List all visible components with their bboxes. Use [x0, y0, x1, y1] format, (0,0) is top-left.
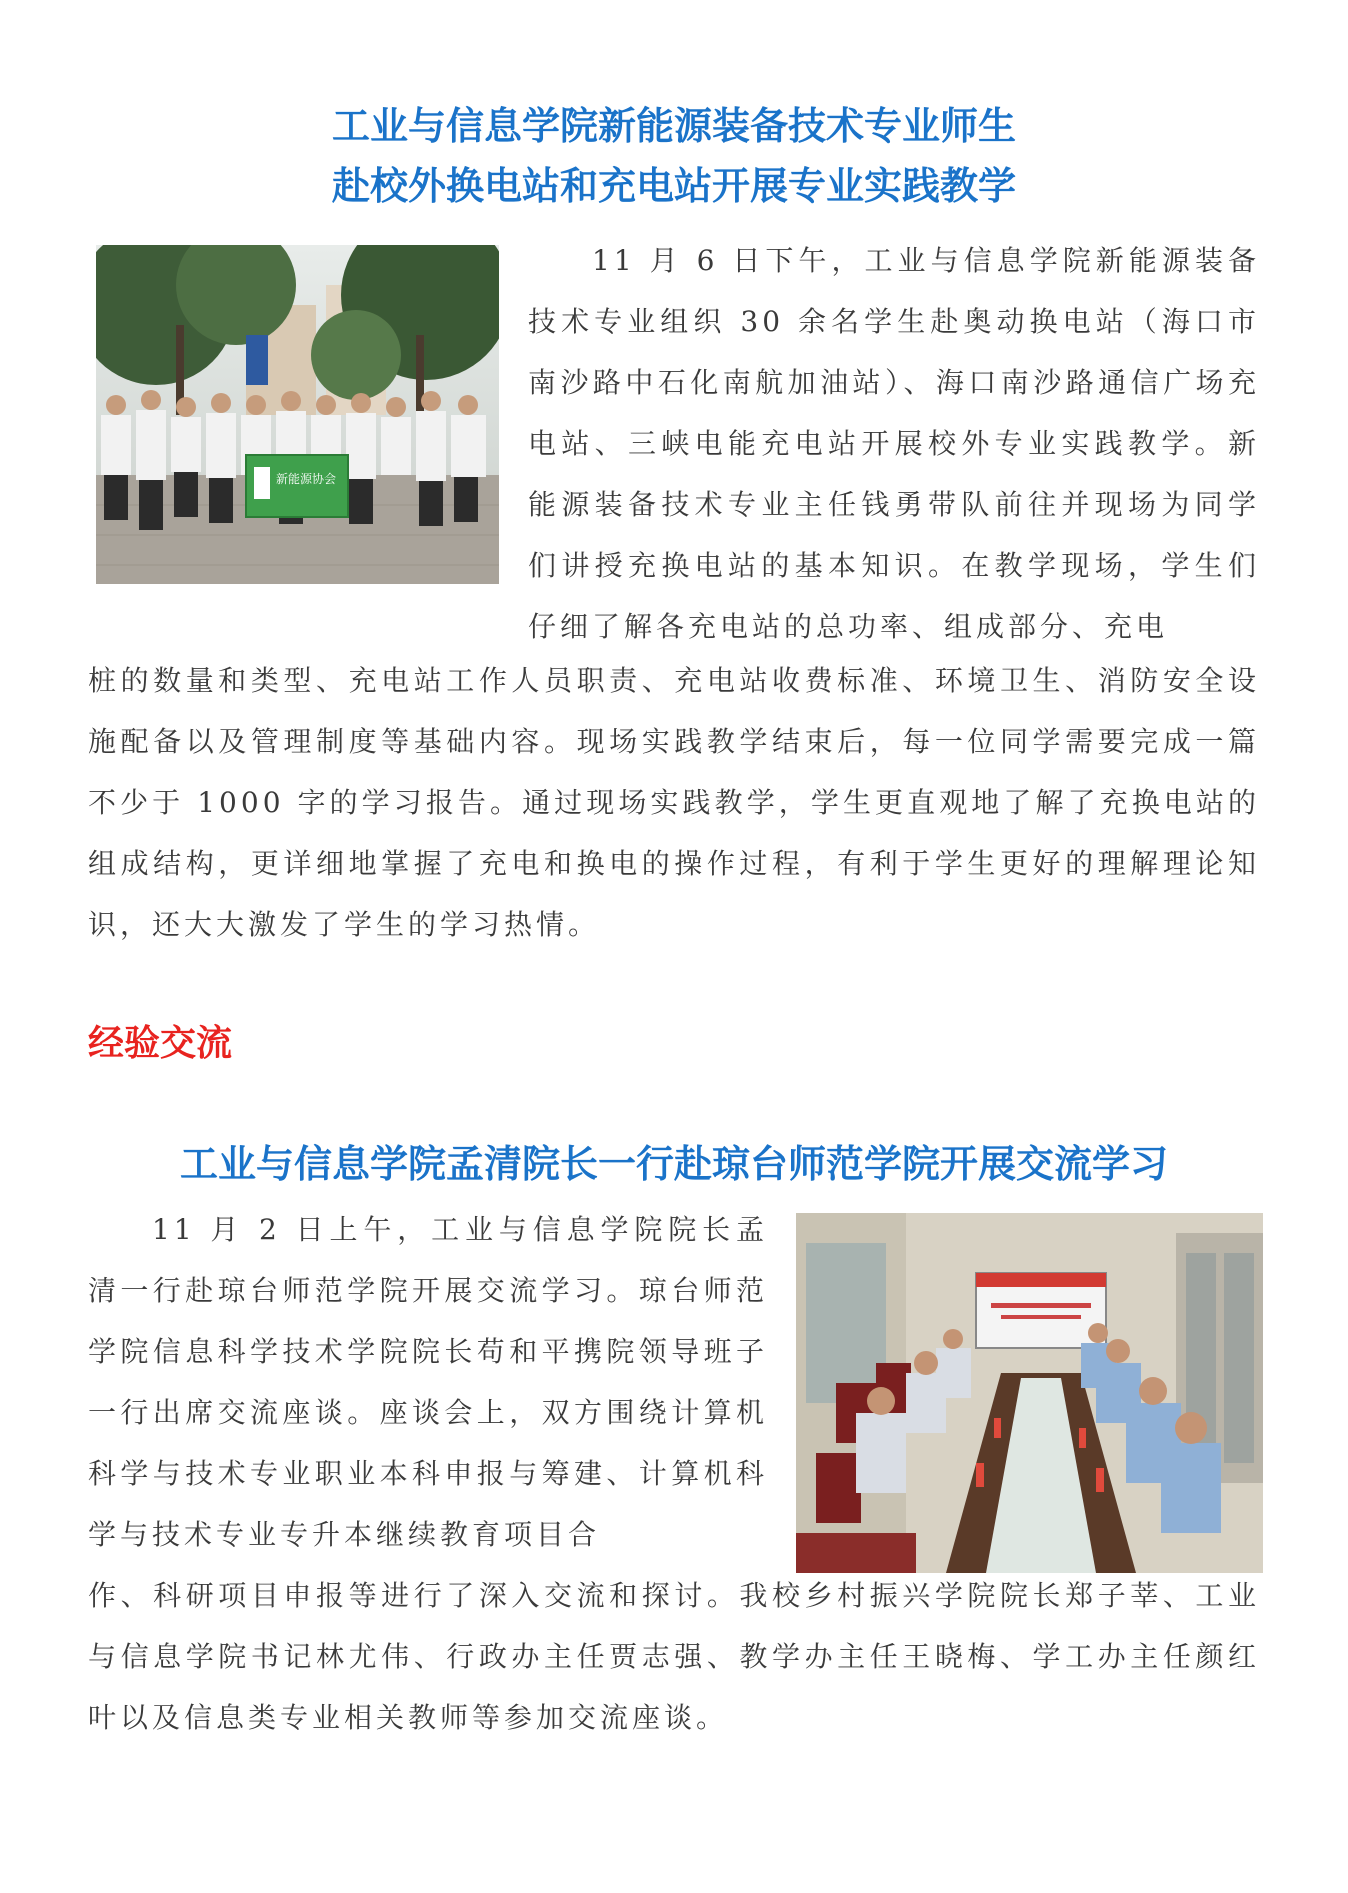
banner-text: 新能源协会	[276, 472, 337, 486]
meeting-photo-image	[796, 1213, 1263, 1573]
article1-title	[0, 96, 1348, 216]
article2-title: 工业与信息学院孟清院长一行赴琼台师范学院开展交流学习	[179, 1142, 1168, 1186]
article2-photo	[796, 1213, 1263, 1573]
article2-text-full: 作、科研项目申报等进行了深入交流和探讨。我校乡村振兴学院院长郑子莘、工业与信息学院书记林尤伟、行政办主任贾志强、教学办主任王晓梅、学工办主任颜红叶以及信息类专业相关教师等参加交流座谈。	[88, 1579, 1260, 1734]
article1-text-side: 11 月 6 日下午，工业与信息学院新能源装备技术专业组织 30 余名学生赴奥动换电站（海口市南沙路中石化南航加油站）、海口南沙路通信广场充电站、三峡电能充电站开展校外专业实践教学。新能源装备技术专业主任钱勇带队前往并现场为同学们讲授充换电站的基本知识。在教学现场，学生们仔细了解各充电站的总功率、组成部分、充电	[528, 244, 1260, 643]
group-photo-image	[96, 245, 499, 584]
article1-title-line1: 工业与信息学院新能源装备技术专业师生	[331, 104, 1016, 148]
article1-title-line2: 赴校外换电站和充电站开展专业实践教学	[331, 164, 1016, 208]
article1-text-full: 桩的数量和类型、充电站工作人员职责、充电站收费标准、环境卫生、消防安全设施配备以及管理制度等基础内容。现场实践教学结束后，每一位同学需要完成一篇不少于 1000 字的学习报告。通过现场实践教学，学生更直观地了解了充换电站的组成结构，更详细地掌握了充电和换电的操作过程，有利于学生更好的理解理论知识，还大大激发了学生的学习热情。	[88, 664, 1260, 941]
article1-photo	[96, 245, 499, 584]
section-heading: 经验交流	[88, 1023, 233, 1064]
article2-text-side: 11 月 2 日上午，工业与信息学院院长孟清一行赴琼台师范学院开展交流学习。琼台师范学院信息科学技术学院院长苟和平携院领导班子一行出席交流座谈。座谈会上，双方围绕计算机科学与技术专业职业本科申报与筹建、计算机科学与技术专业专升本继续教育项目合	[88, 1213, 768, 1551]
